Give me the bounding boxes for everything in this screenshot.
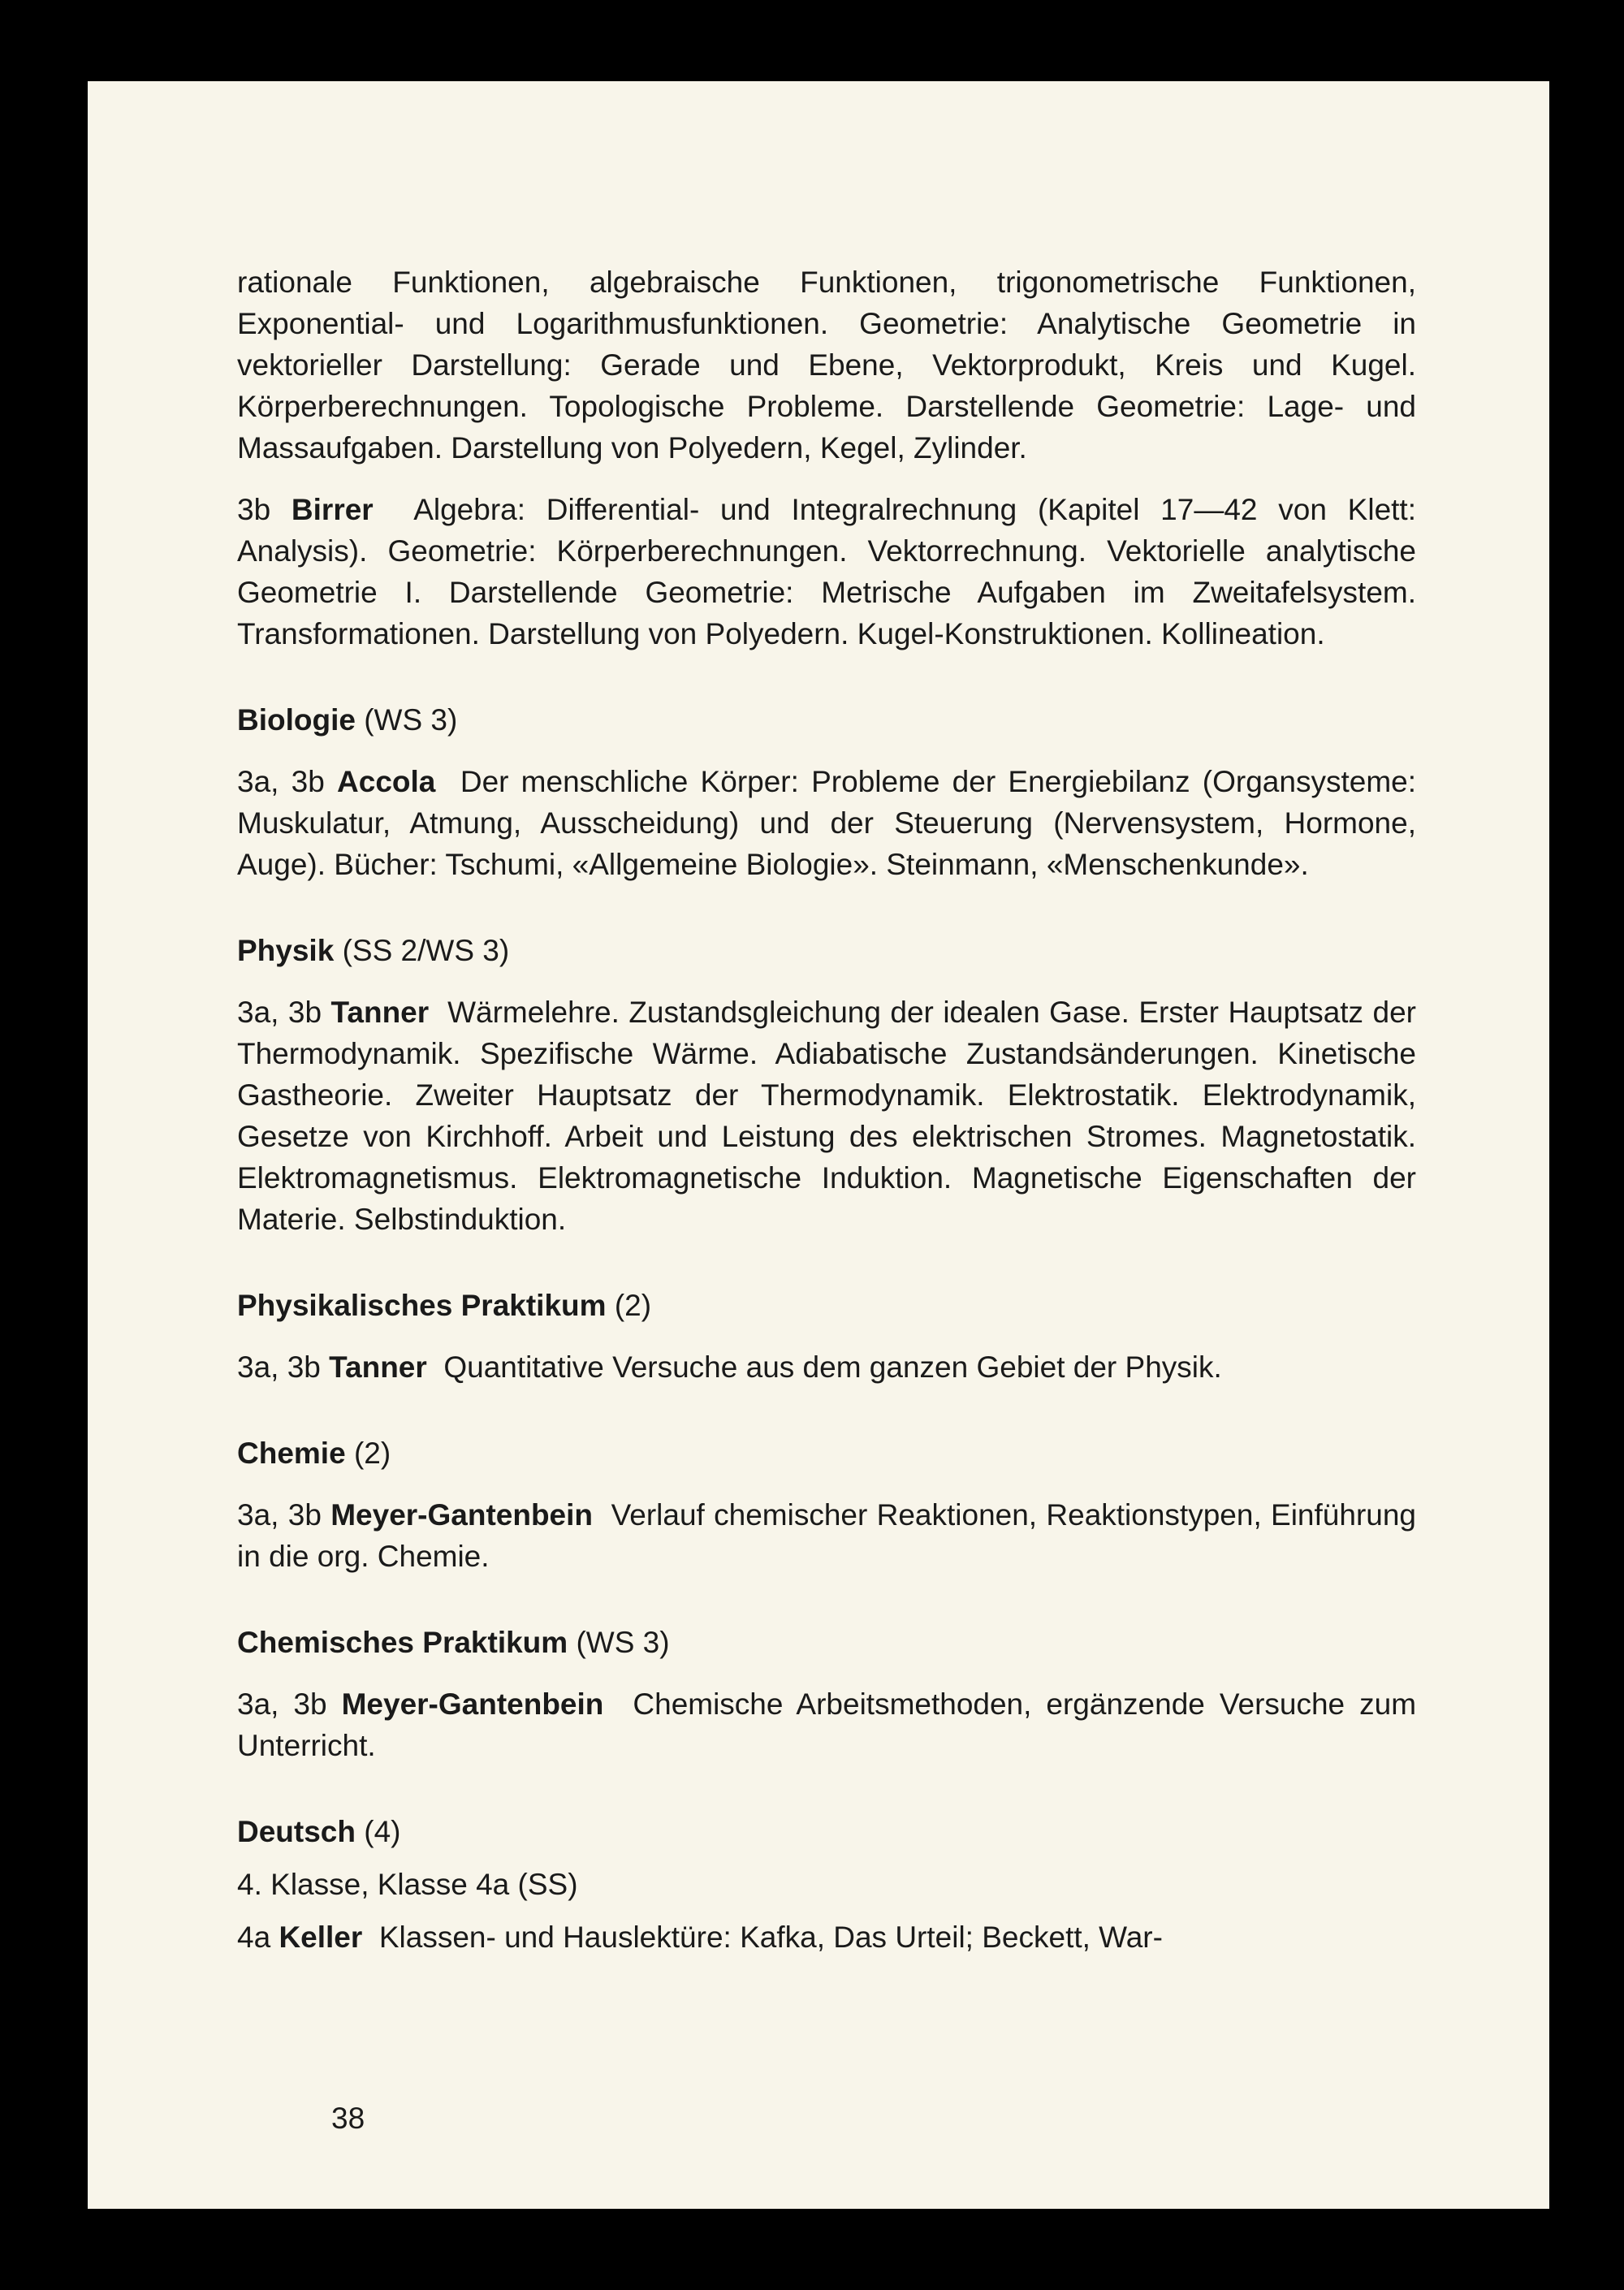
entry-text: Chemische Arbeitsmethoden, ergänzende Versuche zum Unterricht. bbox=[237, 1687, 1417, 1762]
section-entry-chemisches-praktikum bbox=[237, 1683, 1416, 1766]
section-entry-biologie bbox=[237, 761, 1416, 885]
section-entry-physikalisches-praktikum bbox=[237, 1346, 1416, 1388]
subject-title: Chemie bbox=[237, 1437, 346, 1470]
teacher-name: Meyer-Gantenbein bbox=[341, 1687, 604, 1721]
subject-title: Chemisches Praktikum bbox=[237, 1626, 568, 1659]
teacher-name: Accola bbox=[337, 765, 436, 798]
intro-paragraph: rationale Funktionen, algebraische Funktionen, trigonometrische Funktionen, Exponential- und Logarithmusfunktionen. Geometrie: Analytische Geometrie in vektorieller Darstellung: Gerade und Ebene, Vektorprodukt, Kreis und Kugel. Körperberechnungen. Topologische Probleme. Darstellende Geometrie: Lage- und Massaufgaben. Darstellung von Polyedern, Kegel, Zylinder. bbox=[237, 266, 1416, 464]
deutsch-subheading: 4. Klasse, Klasse 4a (SS) bbox=[237, 1868, 578, 1901]
entry-text: Klassen- und Hauslektüre: Kafka, Das Urteil; Beckett, War- bbox=[378, 1921, 1163, 1954]
subject-hours: (WS 3) bbox=[576, 1626, 670, 1659]
page-content bbox=[237, 261, 1416, 1958]
subject-title: Physik bbox=[237, 934, 335, 967]
subject-hours: (SS 2/WS 3) bbox=[342, 934, 510, 967]
subject-hours: (WS 3) bbox=[364, 703, 458, 737]
class-label: 4a bbox=[237, 1921, 271, 1954]
section-heading-physik bbox=[237, 930, 1416, 971]
section-entry-physik bbox=[237, 992, 1416, 1240]
class-label: 3a, 3b bbox=[237, 1350, 321, 1384]
entry-text: Verlauf chemischer Reaktionen, Reaktionstypen, Einführung in die org. Chemie. bbox=[237, 1498, 1416, 1573]
subject-hours: (2) bbox=[353, 1437, 391, 1470]
section-heading-biologie bbox=[237, 699, 1416, 741]
subject-hours: (2) bbox=[614, 1289, 652, 1322]
subject-title: Physikalisches Praktikum bbox=[237, 1289, 607, 1322]
page-number: 38 bbox=[331, 2102, 365, 2135]
entry-text: Der menschliche Körper: Probleme der Energiebilanz (Organsysteme: Muskulatur, Atmung, Ausscheidung) und der Steuerung (Nervensystem, Hormone, Auge). Bücher: Tschumi, «Allgemeine Biologie». Steinmann, «Menschenkunde». bbox=[237, 765, 1417, 881]
teacher-name: Birrer bbox=[291, 493, 374, 526]
subject-hours: (4) bbox=[364, 1815, 401, 1848]
teacher-name: Meyer-Gantenbein bbox=[330, 1498, 594, 1532]
section-entry-deutsch bbox=[237, 1916, 1416, 1958]
class-label: 3a, 3b bbox=[237, 1687, 327, 1721]
section-heading-physikalisches-praktikum bbox=[237, 1285, 1416, 1326]
section-heading-chemisches-praktikum bbox=[237, 1622, 1416, 1663]
math-3b-entry bbox=[237, 489, 1416, 655]
class-label: 3a, 3b bbox=[237, 1498, 322, 1532]
document-page bbox=[88, 81, 1549, 2209]
teacher-name: Tanner bbox=[330, 996, 430, 1029]
section-heading-deutsch bbox=[237, 1811, 1416, 1852]
entry-text: Wärmelehre. Zustandsgleichung der idealen Gase. Erster Hauptsatz der Thermodynamik. Spezifische Wärme. Adiabatische Zustandsänderungen. Kinetische Gastheorie. Zweiter Hauptsatz der Thermodynamik. Elektrostatik. Elektrodynamik, Gesetze von Kirchhoff. Arbeit und Leistung des elektrischen Stromes. Magnetostatik. Elektromagnetismus. Elektromagnetische Induktion. Magnetische Eigenschaften der Materie. Selbstinduktion. bbox=[237, 996, 1416, 1236]
section-heading-chemie bbox=[237, 1432, 1416, 1474]
class-label: 3b bbox=[237, 493, 271, 526]
class-label: 3a, 3b bbox=[237, 765, 325, 798]
subject-title: Biologie bbox=[237, 703, 356, 737]
entry-text: Quantitative Versuche aus dem ganzen Gebiet der Physik. bbox=[443, 1350, 1222, 1384]
section-entry-chemie bbox=[237, 1494, 1416, 1577]
class-label: 3a, 3b bbox=[237, 996, 322, 1029]
subject-title: Deutsch bbox=[237, 1815, 356, 1848]
entry-text: Algebra: Differential- und Integralrechnung (Kapitel 17—42 von Klett: Analysis). Geometrie: Körperberechnungen. Vektorrechnung. Vektorielle analytische Geometrie I. Darstellende Geometrie: Metrische Aufgaben im Zweitafelsystem. Transformationen. Darstellung von Polyedern. Kugel-Konstruktionen. Kollineation. bbox=[237, 493, 1416, 650]
teacher-name: Keller bbox=[279, 1921, 363, 1954]
teacher-name: Tanner bbox=[329, 1350, 427, 1384]
